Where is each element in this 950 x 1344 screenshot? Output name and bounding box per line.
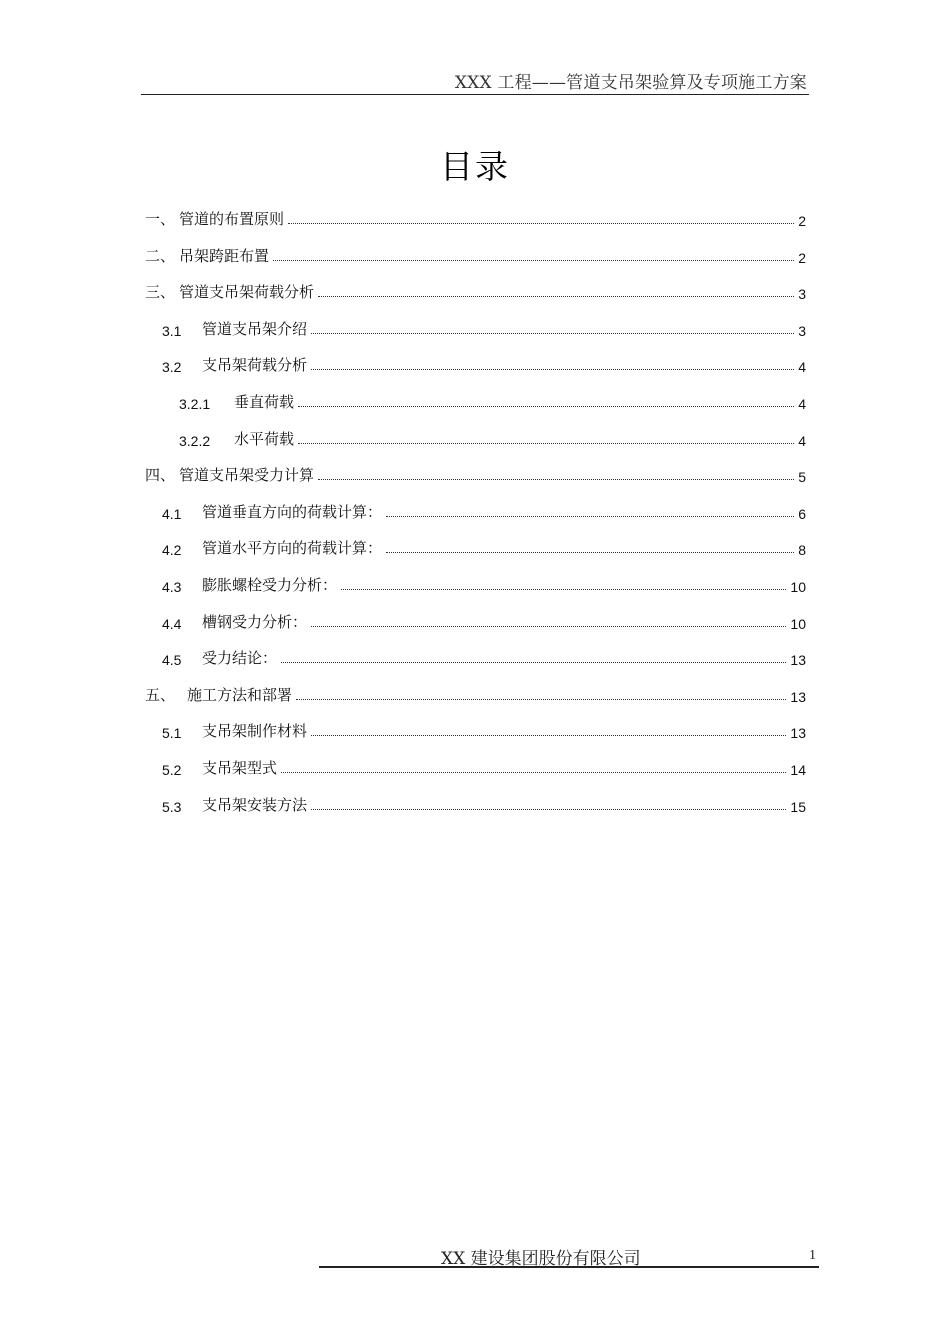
toc-entry-label: 支吊架安装方法 (202, 795, 308, 814)
toc-entry[interactable] (145, 461, 806, 485)
toc-leader-dots (311, 735, 786, 736)
toc-entry-number: 3.1 (162, 322, 182, 339)
toc-entry[interactable] (162, 791, 806, 815)
toc-entry-number: 四、 (145, 466, 176, 485)
toc-entry-number: 4.2 (162, 542, 182, 559)
toc-entry-page: 4 (798, 396, 806, 412)
toc-title: 目录 (440, 147, 510, 186)
toc-entry-page: 10 (790, 615, 806, 632)
toc-entry-label: 管道支吊架荷载分析 (179, 283, 315, 302)
toc-entry[interactable] (179, 425, 806, 449)
toc-leader-dots (311, 369, 794, 370)
toc-entry-label: 管道垂直方向的荷载计算： (202, 502, 383, 521)
toc-entry-page: 2 (798, 249, 806, 266)
toc-entry-page: 5 (798, 469, 806, 486)
footer-page-number: 1 (809, 1248, 816, 1263)
toc-leader-dots (281, 772, 786, 773)
toc-leader-dots (311, 333, 794, 334)
toc-entry-page: 13 (790, 688, 806, 705)
toc-entry-page: 15 (790, 798, 806, 815)
toc-entry-number: 4.3 (162, 579, 182, 595)
toc-entry-page: 4 (798, 432, 806, 449)
toc-entry-label: 支吊架荷载分析 (202, 356, 308, 375)
toc-entry[interactable] (145, 242, 806, 266)
toc-entry[interactable] (162, 608, 806, 632)
toc-entry-label: 管道水平方向的荷载计算： (202, 539, 383, 558)
toc-entry-page: 3 (798, 322, 806, 339)
toc-entry[interactable] (162, 351, 806, 375)
toc-entry[interactable] (145, 278, 806, 302)
toc-entry-number: 5.1 (162, 725, 182, 742)
toc-leader-dots (386, 516, 794, 517)
toc-entry[interactable] (162, 644, 806, 668)
toc-entry-label: 管道的布置原则 (179, 210, 285, 228)
toc-leader-dots (386, 552, 794, 553)
toc-entry-page: 13 (790, 725, 806, 742)
toc-entry-label: 施工方法和部署 (187, 685, 293, 704)
toc-entry-label: 管道支吊架介绍 (202, 319, 308, 338)
toc-entry[interactable] (145, 681, 806, 705)
toc-entry-number: 4.5 (162, 652, 182, 669)
toc-leader-dots (281, 662, 786, 663)
toc-entry-page: 3 (798, 286, 806, 303)
toc-leader-dots (296, 699, 786, 700)
toc-leader-dots (318, 479, 794, 480)
toc-entry-page: 13 (790, 652, 806, 669)
toc-entry-label: 垂直荷载 (234, 393, 295, 411)
page-footer (319, 1242, 819, 1268)
header-title: XXX 工程——管道支吊架验算及专项施工方案 (454, 73, 807, 93)
toc-entry-number: 4.4 (162, 615, 182, 632)
toc-entry-label: 吊架跨距布置 (179, 246, 270, 265)
toc-entry-number: 4.1 (162, 505, 182, 522)
toc-entry-number: 5.3 (162, 798, 182, 815)
toc-leader-dots (311, 626, 786, 627)
toc-entry-number: 5.2 (162, 762, 182, 778)
toc-leader-dots (341, 589, 786, 590)
toc-entry[interactable] (145, 205, 806, 229)
toc-entry[interactable] (179, 388, 806, 412)
toc-leader-dots (298, 443, 794, 444)
toc-entry-label: 槽钢受力分析： (202, 612, 308, 631)
toc-entry[interactable] (162, 498, 806, 522)
toc-entry[interactable] (162, 754, 806, 778)
toc-leader-dots (298, 406, 794, 407)
toc-entry-number: 二、 (145, 246, 176, 265)
toc-entry-label: 支吊架制作材料 (202, 722, 308, 741)
toc-entry[interactable] (162, 571, 806, 595)
toc-entry-page: 4 (798, 359, 806, 376)
footer-company: XX 建设集团股份有限公司 (441, 1249, 641, 1269)
toc-leader-dots (311, 809, 786, 810)
toc-entry-number: 3.2 (162, 359, 182, 376)
toc-entry-page: 2 (798, 213, 806, 229)
toc-entry-number: 3.2.2 (179, 432, 211, 449)
toc-entry-label: 水平荷载 (234, 429, 295, 448)
toc-leader-dots (318, 296, 794, 297)
toc-entry-number: 一、 (145, 210, 176, 228)
toc-entry[interactable] (162, 315, 806, 339)
toc-entry-page: 14 (790, 762, 806, 778)
toc-entry[interactable] (162, 717, 806, 741)
toc-entry-number: 3.2.1 (179, 396, 211, 412)
toc-entry-number: 三、 (145, 283, 176, 302)
toc-entry[interactable] (162, 534, 806, 558)
toc-entry-label: 管道支吊架受力计算 (179, 466, 315, 485)
toc-entry-page: 10 (790, 579, 806, 595)
toc-leader-dots (288, 223, 794, 224)
toc-entry-label: 受力结论： (202, 649, 278, 668)
toc-entry-number: 五、 (145, 685, 176, 704)
toc-leader-dots (273, 260, 794, 261)
toc-entry-page: 6 (798, 505, 806, 522)
toc-entry-label: 膨胀螺栓受力分析： (202, 576, 338, 594)
toc-entry-label: 支吊架型式 (202, 759, 278, 777)
toc-entry-page: 8 (798, 542, 806, 559)
